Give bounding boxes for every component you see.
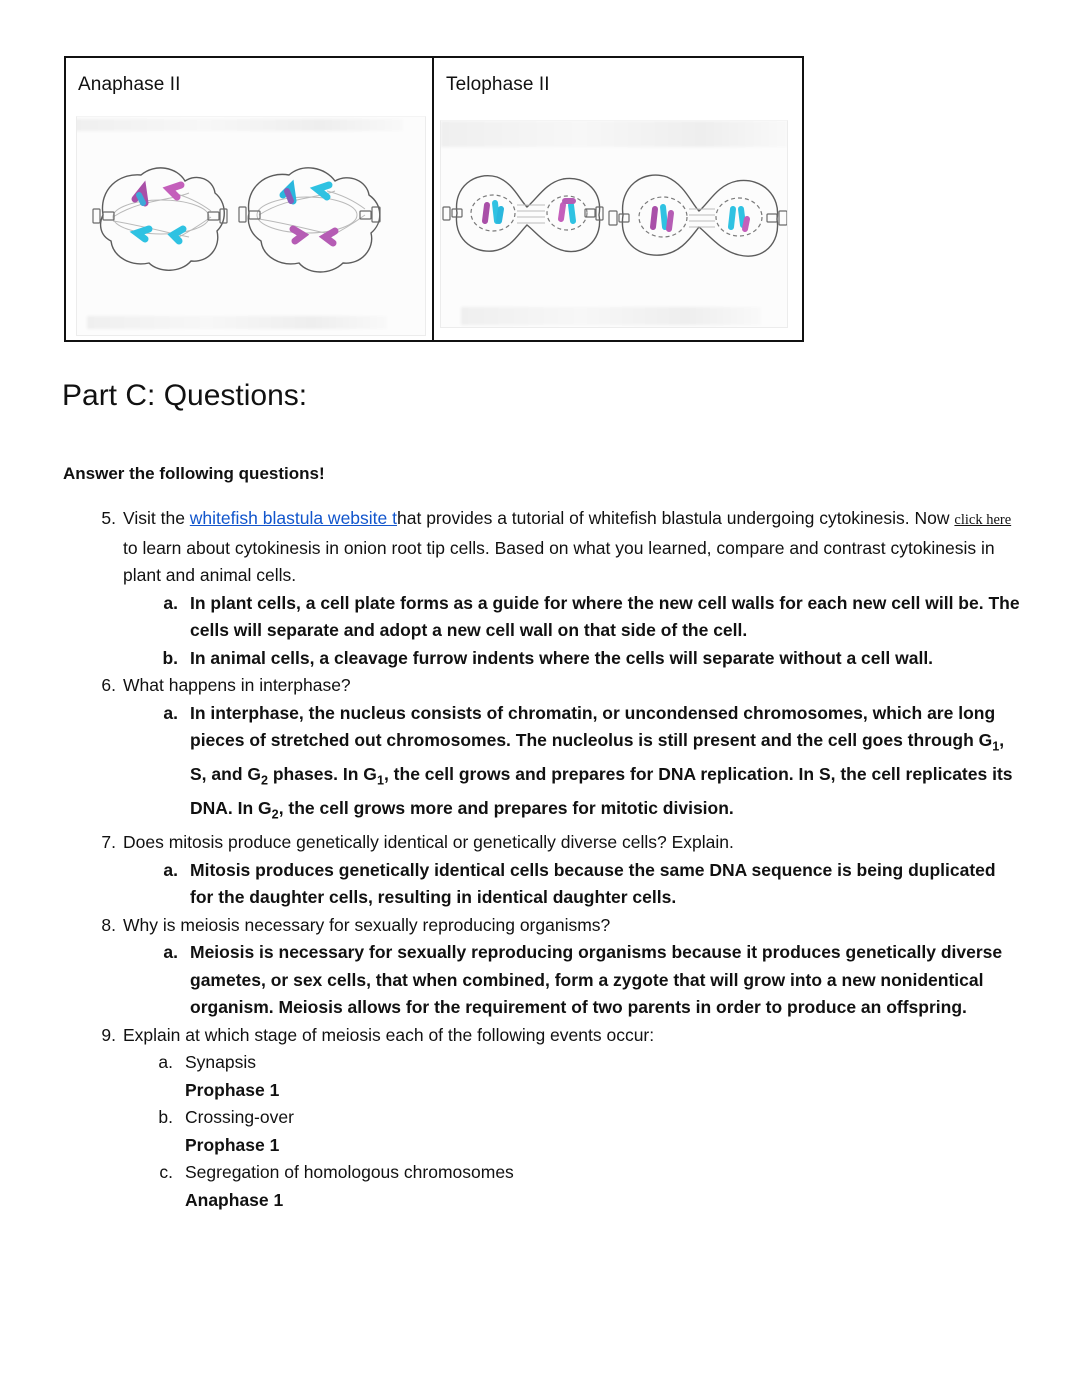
answer-marker-5b: b. [162, 647, 178, 668]
question-number-6: 6. [101, 675, 116, 695]
answers-list-6 [123, 700, 1023, 830]
q5-text-after: to learn about cytokinesis in onion root tip cells. Based on what you learned, compare and contrast cytokinesis in plant and animal cells. [123, 537, 995, 585]
event-marker-9c: c. [159, 1162, 173, 1182]
whitefish-blastula-link[interactable]: whitefish blastula website t [189, 508, 397, 528]
event-text-9a: Synapsis [185, 1052, 257, 1072]
figure-label-telophase-2: Telophase II [446, 74, 550, 95]
answer-text-5b: In animal cells, a cleavage furrow indents where the cells will separate without a cell wall. [190, 647, 934, 668]
question-number-7: 7. [101, 832, 116, 852]
question-number-9: 9. [101, 1024, 116, 1045]
answer-6a [123, 700, 1023, 830]
question-item-9 [63, 1022, 1023, 1215]
click-here-link[interactable]: click here [954, 512, 1012, 528]
meiosis-figure-table [64, 56, 804, 342]
answer-7a [123, 857, 1023, 912]
questions-list [63, 505, 1023, 1214]
answer-text-8a: Meiosis is necessary for sexually reproducing organisms because it produces genetically diverse gametes, or sex cells, that when combined, form a zygote that will grow into a new nonidentical organism. Meiosis allows for the requirement of two parents in order to produce an offspring. [190, 942, 1003, 1017]
answer-marker-8a: a. [163, 942, 178, 962]
question-text-8: Why is meiosis necessary for sexually reproducing organisms? [123, 914, 611, 935]
question-number-5: 5. [101, 508, 116, 528]
answer-5a [123, 590, 1023, 645]
question-item-8 [63, 912, 1023, 1022]
answer-5b [123, 645, 1023, 673]
event-marker-9a: a. [158, 1052, 173, 1072]
scanned-drawing-anaphase-2 [76, 116, 426, 336]
event-answer-9c: Anaphase 1 [185, 1189, 284, 1210]
answer-marker-6a: a. [163, 702, 178, 723]
figure-cell-telophase-2 [434, 58, 802, 340]
page-title: Part C: Questions: [62, 379, 308, 412]
figure-label-anaphase-2: Anaphase II [78, 74, 181, 95]
answers-list-7 [123, 857, 1023, 912]
events-list-9 [123, 1049, 1023, 1214]
answer-8a [123, 939, 1023, 1022]
event-marker-9b: b. [158, 1107, 173, 1127]
question-number-8: 8. [101, 914, 116, 935]
question-item-6 [63, 672, 1023, 829]
q5-text-before-link: Visit the [123, 508, 190, 528]
event-9c [123, 1159, 1023, 1214]
event-answer-9b: Prophase 1 [185, 1134, 280, 1155]
event-9b [123, 1104, 1023, 1159]
answer-text-6a: In interphase, the nucleus consists of chromatin, or uncondensed chromosomes, which are long pieces of stretched out chromosomes. The nucleolus is still present and the cell goes through $G_1$, S, and $G_2$ phases. In $G_1$, the cell grows and prepares for DNA replication. In S, the cell replicates its DNA. In $G_2$, the cell grows more and prepares for mitotic division. [190, 702, 1013, 822]
answers-list-8 [123, 939, 1023, 1022]
answers-list-5 [123, 590, 1023, 673]
question-text-5 [123, 505, 1023, 590]
answer-text-7a: Mitosis produces genetically identical cells because the same DNA sequence is being duplicated for the daughter cells, resulting in identical daughter cells. [190, 859, 996, 907]
instruction-text: Answer the following questions! [63, 464, 325, 483]
answer-text-5a: In plant cells, a cell plate forms as a guide for where the new cell walls for each new cell will be. The cells will separate and adopt a new cell wall on that side of the cell. [190, 592, 1020, 640]
event-text-9b: Crossing-over [185, 1107, 294, 1127]
answer-marker-5a: a. [163, 592, 178, 613]
question-text-7: Does mitosis produce genetically identical or genetically diverse cells? Explain. [123, 832, 734, 852]
event-answer-9a: Prophase 1 [185, 1079, 280, 1100]
question-text-6: What happens in interphase? [123, 675, 351, 695]
question-item-7 [63, 829, 1023, 912]
scanned-drawing-telophase-2 [440, 120, 788, 328]
event-text-9c: Segregation of homologous chromosomes [185, 1162, 514, 1182]
question-item-5 [63, 505, 1023, 672]
answer-marker-7a: a. [163, 859, 178, 880]
figure-cell-anaphase-2 [66, 58, 434, 340]
q5-text-mid: hat provides a tutorial of whitefish blastula undergoing cytokinesis. Now [397, 508, 955, 528]
event-9a [123, 1049, 1023, 1104]
question-text-9: Explain at which stage of meiosis each of the following events occur: [123, 1024, 655, 1045]
